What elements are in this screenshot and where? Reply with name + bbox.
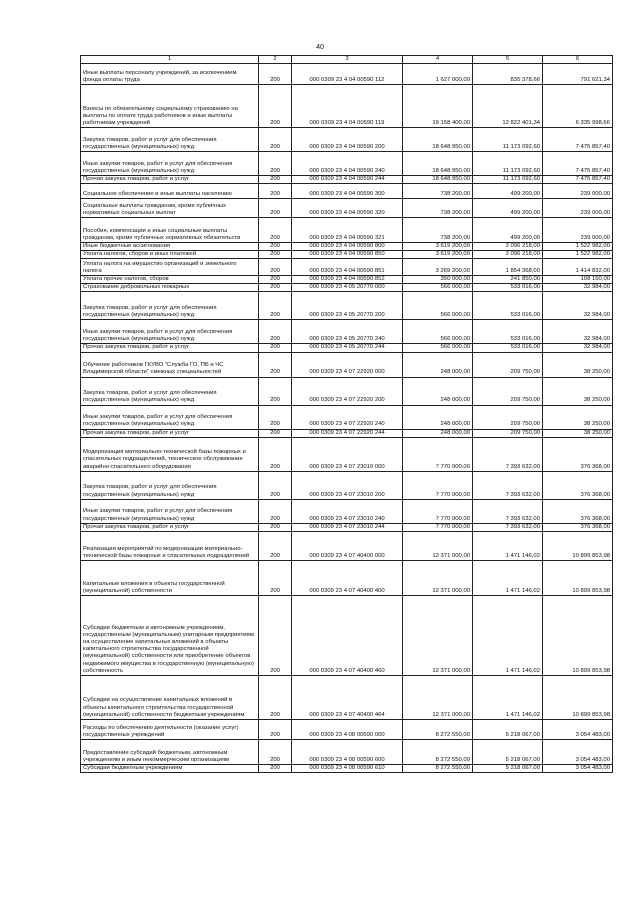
- row-budget-code-cell: 000 0309 23 4 07 22920 244: [292, 429, 403, 437]
- row-executed-cell: 2 096 218,00: [473, 251, 543, 259]
- row-executed-cell: 11 173 092,60: [473, 128, 543, 152]
- table-row: [81, 128, 613, 152]
- row-executed-cell: 2 096 218,00: [473, 243, 543, 251]
- table-row: [81, 764, 613, 772]
- row-line-code-cell: 200: [259, 176, 292, 184]
- row-line-code-cell: 200: [259, 377, 292, 405]
- row-budget-code-cell: 000 0309 23 4 08 00590 610: [292, 764, 403, 772]
- row-remaining-cell: 1 522 982,00: [543, 243, 613, 251]
- row-name-cell: Субсидии бюджетным учреждениям: [81, 764, 259, 772]
- row-budget-code-cell: 000 0309 23 4 08 00590 000: [292, 719, 403, 739]
- row-line-code-cell: 200: [259, 64, 292, 85]
- table-row: [81, 352, 613, 377]
- row-line-code-cell: 200: [259, 560, 292, 595]
- row-remaining-cell: 32 984,00: [543, 292, 613, 320]
- row-executed-cell: 533 016,00: [473, 344, 543, 352]
- row-remaining-cell: 7 475 857,40: [543, 152, 613, 176]
- row-approved-cell: 566 000,00: [403, 344, 473, 352]
- column-header: 2: [259, 56, 292, 64]
- row-executed-cell: 7 393 632,00: [473, 523, 543, 531]
- row-executed-cell: 11 173 092,60: [473, 152, 543, 176]
- row-line-code-cell: 200: [259, 531, 292, 560]
- table-row: [81, 184, 613, 199]
- row-approved-cell: 18 648 950,00: [403, 152, 473, 176]
- row-remaining-cell: 10 899 853,98: [543, 595, 613, 675]
- row-name-cell: Социальные выплаты гражданам, кроме публичных нормативных социальных выплат: [81, 199, 259, 218]
- row-executed-cell: 533 016,00: [473, 292, 543, 320]
- row-name-cell: Субсидии на осуществление капитальных вложений в объекты капитального строительства государственной (муниципальной) собственности бюджетным учреждениям: [81, 675, 259, 719]
- row-line-code-cell: 200: [259, 152, 292, 176]
- row-executed-cell: 1 471 146,02: [473, 595, 543, 675]
- row-remaining-cell: 10 899 853,98: [543, 531, 613, 560]
- row-name-cell: Предоставление субсидий бюджетным, автономным учреждениям и иным некоммерческим организациям: [81, 739, 259, 764]
- column-header: 1: [81, 56, 259, 64]
- row-approved-cell: 7 770 000,00: [403, 437, 473, 471]
- row-remaining-cell: 1 522 982,00: [543, 251, 613, 259]
- row-remaining-cell: 239 000,00: [543, 199, 613, 218]
- row-line-code-cell: 200: [259, 218, 292, 243]
- row-name-cell: Иные закупки товаров, работ и услуг для обеспечения государственных (муниципальных) нужд: [81, 152, 259, 176]
- row-line-code-cell: 200: [259, 85, 292, 128]
- row-line-code-cell: 200: [259, 739, 292, 764]
- row-line-code-cell: 200: [259, 292, 292, 320]
- row-name-cell: Уплата налогов, сборов и иных платежей: [81, 251, 259, 259]
- row-budget-code-cell: 000 0309 23 4 05 20770 000: [292, 284, 403, 292]
- row-remaining-cell: 376 368,00: [543, 437, 613, 471]
- row-budget-code-cell: 000 0309 23 4 04 00590 119: [292, 85, 403, 128]
- row-line-code-cell: 200: [259, 719, 292, 739]
- row-name-cell: Уплата прочих налогов, сборов: [81, 276, 259, 284]
- row-name-cell: Капитальные вложения в объекты государственной (муниципальной) собственности: [81, 560, 259, 595]
- row-name-cell: Пособия, компенсации и иные социальные выплаты гражданам, кроме публичных нормативных обязательств: [81, 218, 259, 243]
- row-remaining-cell: 7 475 857,40: [543, 128, 613, 152]
- row-line-code-cell: 200: [259, 276, 292, 284]
- row-budget-code-cell: 000 0309 23 4 05 20770 240: [292, 320, 403, 344]
- row-executed-cell: 11 173 092,60: [473, 176, 543, 184]
- row-remaining-cell: 7 475 857,40: [543, 176, 613, 184]
- table-row: [81, 719, 613, 739]
- row-remaining-cell: 10 899 853,98: [543, 560, 613, 595]
- row-approved-cell: 12 371 000,00: [403, 531, 473, 560]
- row-approved-cell: 8 272 550,00: [403, 739, 473, 764]
- row-name-cell: Субсидии бюджетным и автономным учреждениям, государственным (муниципальным) унитарным предприятиям на осуществление капитальных вложений в объекты капитального строительства государственной (муниципальной) собственности или приобретение объектов недвижимого имущества в государственную (муниципальную) собственность: [81, 595, 259, 675]
- row-remaining-cell: 38 250,00: [543, 405, 613, 429]
- table-row: [81, 284, 613, 292]
- table-row: [81, 595, 613, 675]
- row-approved-cell: 248 000,00: [403, 352, 473, 377]
- row-approved-cell: 3 269 200,00: [403, 259, 473, 276]
- table-row: [81, 499, 613, 523]
- row-approved-cell: 3 619 200,00: [403, 251, 473, 259]
- row-line-code-cell: 200: [259, 471, 292, 499]
- row-approved-cell: 7 770 000,00: [403, 471, 473, 499]
- row-name-cell: Страхование добровольных пожарных: [81, 284, 259, 292]
- row-line-code-cell: 200: [259, 675, 292, 719]
- row-line-code-cell: 200: [259, 128, 292, 152]
- row-remaining-cell: 791 621,34: [543, 64, 613, 85]
- row-name-cell: Закупка товаров, работ и услуг для обеспечения государственных (муниципальных) нужд: [81, 377, 259, 405]
- row-name-cell: Закупка товаров, работ и услуг для обеспечения государственных (муниципальных) нужд: [81, 292, 259, 320]
- table-row: [81, 523, 613, 531]
- row-approved-cell: 3 619 200,00: [403, 243, 473, 251]
- table-row: [81, 437, 613, 471]
- row-name-cell: Обучение работников ГКУВО "Служба ГО, ПБ и ЧС Владимирской области" смежных специальностей: [81, 352, 259, 377]
- row-name-cell: Модернизация материально-технической базы пожарных и спасательных подразделений, техническое обслуживание аварийно-спасательного оборудования: [81, 437, 259, 471]
- row-line-code-cell: 200: [259, 429, 292, 437]
- row-remaining-cell: 376 368,00: [543, 499, 613, 523]
- row-remaining-cell: 38 250,00: [543, 352, 613, 377]
- column-header: 5: [473, 56, 543, 64]
- table-row: [81, 276, 613, 284]
- row-budget-code-cell: 000 0309 23 4 07 40400 000: [292, 531, 403, 560]
- column-header: 3: [292, 56, 403, 64]
- row-executed-cell: 7 393 632,00: [473, 499, 543, 523]
- row-budget-code-cell: 000 0309 23 4 07 23010 240: [292, 499, 403, 523]
- row-line-code-cell: 200: [259, 595, 292, 675]
- row-approved-cell: 248 000,00: [403, 405, 473, 429]
- row-remaining-cell: 32 984,00: [543, 284, 613, 292]
- column-header: 4: [403, 56, 473, 64]
- row-budget-code-cell: 000 0309 23 4 07 22920 200: [292, 377, 403, 405]
- row-name-cell: Прочая закупка товаров, работ и услуг: [81, 176, 259, 184]
- row-executed-cell: 12 822 401,34: [473, 85, 543, 128]
- row-approved-cell: 7 770 000,00: [403, 499, 473, 523]
- row-name-cell: Прочая закупка товаров, работ и услуг: [81, 429, 259, 437]
- row-approved-cell: 12 371 000,00: [403, 560, 473, 595]
- row-budget-code-cell: 000 0309 23 4 04 00590 850: [292, 251, 403, 259]
- row-executed-cell: 1 471 146,02: [473, 675, 543, 719]
- row-name-cell: Расходы по обеспечению деятельности (оказание услуг) государственных учреждений: [81, 719, 259, 739]
- row-budget-code-cell: 000 0309 23 4 04 00590 200: [292, 128, 403, 152]
- table-row: [81, 176, 613, 184]
- row-budget-code-cell: 000 0309 23 4 07 40400 460: [292, 595, 403, 675]
- row-remaining-cell: 32 984,00: [543, 344, 613, 352]
- table-row: [81, 251, 613, 259]
- table-row: [81, 429, 613, 437]
- row-name-cell: Иные закупки товаров, работ и услуг для обеспечения государственных (муниципальных) нужд: [81, 405, 259, 429]
- row-executed-cell: 1 471 146,02: [473, 560, 543, 595]
- row-line-code-cell: 200: [259, 243, 292, 251]
- row-line-code-cell: 200: [259, 437, 292, 471]
- table-row: [81, 405, 613, 429]
- row-approved-cell: 248 000,00: [403, 429, 473, 437]
- row-approved-cell: 248 000,00: [403, 377, 473, 405]
- row-approved-cell: 738 200,00: [403, 184, 473, 199]
- row-line-code-cell: 200: [259, 251, 292, 259]
- table-row: [81, 675, 613, 719]
- row-name-cell: Закупка товаров, работ и услуг для обеспечения государственных (муниципальных) нужд: [81, 471, 259, 499]
- row-budget-code-cell: 000 0309 23 4 04 00590 244: [292, 176, 403, 184]
- row-executed-cell: 209 750,00: [473, 377, 543, 405]
- row-executed-cell: 1 854 368,00: [473, 259, 543, 276]
- row-executed-cell: 209 750,00: [473, 352, 543, 377]
- row-approved-cell: 1 627 000,00: [403, 64, 473, 85]
- row-executed-cell: 5 218 067,00: [473, 764, 543, 772]
- row-line-code-cell: 200: [259, 259, 292, 276]
- row-executed-cell: 835 378,66: [473, 64, 543, 85]
- row-remaining-cell: 3 054 483,00: [543, 739, 613, 764]
- row-budget-code-cell: 000 0309 23 4 04 00590 320: [292, 199, 403, 218]
- page-number: 40: [316, 44, 324, 51]
- row-name-cell: Иные бюджетные ассигнования: [81, 243, 259, 251]
- table-row: [81, 739, 613, 764]
- table-row: [81, 64, 613, 85]
- row-executed-cell: 499 200,00: [473, 184, 543, 199]
- row-remaining-cell: 6 335 998,66: [543, 85, 613, 128]
- row-budget-code-cell: 000 0309 23 4 07 23010 244: [292, 523, 403, 531]
- row-line-code-cell: 200: [259, 284, 292, 292]
- table-row: [81, 218, 613, 243]
- table-row: [81, 320, 613, 344]
- table-row: [81, 243, 613, 251]
- budget-table: [80, 55, 613, 773]
- row-remaining-cell: 239 000,00: [543, 218, 613, 243]
- row-name-cell: Реализация мероприятий по модернизации материально-технической базы пожарных и спасательных подразделений: [81, 531, 259, 560]
- row-budget-code-cell: 000 0309 23 4 05 20770 200: [292, 292, 403, 320]
- row-name-cell: Закупка товаров, работ и услуг для обеспечения государственных (муниципальных) нужд: [81, 128, 259, 152]
- row-executed-cell: 5 218 067,00: [473, 739, 543, 764]
- row-remaining-cell: 376 368,00: [543, 471, 613, 499]
- row-executed-cell: 209 750,00: [473, 405, 543, 429]
- row-budget-code-cell: 000 0309 23 4 04 00590 321: [292, 218, 403, 243]
- row-name-cell: Социальное обеспечение и иные выплаты населению: [81, 184, 259, 199]
- row-remaining-cell: 108 150,00: [543, 276, 613, 284]
- row-approved-cell: 566 000,00: [403, 284, 473, 292]
- row-approved-cell: 566 000,00: [403, 320, 473, 344]
- row-approved-cell: 566 000,00: [403, 292, 473, 320]
- row-executed-cell: 499 200,00: [473, 218, 543, 243]
- row-line-code-cell: 200: [259, 320, 292, 344]
- table-header-row: [81, 56, 613, 64]
- row-approved-cell: 8 272 550,00: [403, 764, 473, 772]
- row-remaining-cell: 1 414 832,00: [543, 259, 613, 276]
- row-budget-code-cell: 000 0309 23 4 04 00590 240: [292, 152, 403, 176]
- row-approved-cell: 350 000,00: [403, 276, 473, 284]
- row-approved-cell: 19 158 400,00: [403, 85, 473, 128]
- table-row: [81, 531, 613, 560]
- row-approved-cell: 738 200,00: [403, 218, 473, 243]
- row-remaining-cell: 239 000,00: [543, 184, 613, 199]
- row-approved-cell: 18 648 950,00: [403, 176, 473, 184]
- row-remaining-cell: 10 899 853,98: [543, 675, 613, 719]
- row-budget-code-cell: 000 0309 23 4 07 22920 000: [292, 352, 403, 377]
- row-name-cell: Иные закупки товаров, работ и услуг для обеспечения государственных (муниципальных) нужд: [81, 320, 259, 344]
- row-approved-cell: 7 770 000,00: [403, 523, 473, 531]
- row-budget-code-cell: 000 0309 23 4 07 40400 464: [292, 675, 403, 719]
- row-approved-cell: 18 648 950,00: [403, 128, 473, 152]
- row-budget-code-cell: 000 0309 23 4 04 00590 300: [292, 184, 403, 199]
- row-budget-code-cell: 000 0309 23 4 07 40400 400: [292, 560, 403, 595]
- row-remaining-cell: 38 250,00: [543, 377, 613, 405]
- row-line-code-cell: 200: [259, 764, 292, 772]
- row-approved-cell: 738 200,00: [403, 199, 473, 218]
- row-remaining-cell: 3 054 483,00: [543, 719, 613, 739]
- row-approved-cell: 12 371 000,00: [403, 595, 473, 675]
- row-budget-code-cell: 000 0309 23 4 07 23010 200: [292, 471, 403, 499]
- row-budget-code-cell: 000 0309 23 4 08 00590 600: [292, 739, 403, 764]
- row-executed-cell: 499 200,00: [473, 199, 543, 218]
- row-budget-code-cell: 000 0309 23 4 04 00590 852: [292, 276, 403, 284]
- row-name-cell: Уплата налога на имущество организаций и земельного налога: [81, 259, 259, 276]
- row-approved-cell: 8 272 550,00: [403, 719, 473, 739]
- row-line-code-cell: 200: [259, 499, 292, 523]
- row-executed-cell: 241 850,00: [473, 276, 543, 284]
- row-executed-cell: 7 393 632,00: [473, 471, 543, 499]
- row-budget-code-cell: 000 0309 23 4 04 00590 851: [292, 259, 403, 276]
- table-row: [81, 344, 613, 352]
- row-name-cell: Прочая закупка товаров, работ и услуг: [81, 344, 259, 352]
- table-row: [81, 471, 613, 499]
- column-header: 6: [543, 56, 613, 64]
- row-remaining-cell: 32 984,00: [543, 320, 613, 344]
- row-line-code-cell: 200: [259, 405, 292, 429]
- row-line-code-cell: 200: [259, 184, 292, 199]
- row-budget-code-cell: 000 0309 23 4 04 00590 112: [292, 64, 403, 85]
- row-line-code-cell: 200: [259, 352, 292, 377]
- row-remaining-cell: 376 368,00: [543, 523, 613, 531]
- row-name-cell: Иные выплаты персоналу учреждений, за исключением фонда оплаты труда: [81, 64, 259, 85]
- table-row: [81, 259, 613, 276]
- row-name-cell: Взносы по обязательному социальному страхованию на выплаты по оплате труда работников и иные выплаты работникам учреждений: [81, 85, 259, 128]
- row-executed-cell: 533 016,00: [473, 320, 543, 344]
- row-budget-code-cell: 000 0309 23 4 07 23010 000: [292, 437, 403, 471]
- row-budget-code-cell: 000 0309 23 4 05 20770 244: [292, 344, 403, 352]
- row-budget-code-cell: 000 0309 23 4 04 00590 800: [292, 243, 403, 251]
- table-row: [81, 292, 613, 320]
- table-row: [81, 152, 613, 176]
- row-name-cell: Прочая закупка товаров, работ и услуг: [81, 523, 259, 531]
- table-row: [81, 560, 613, 595]
- table-row: [81, 199, 613, 218]
- row-line-code-cell: 200: [259, 344, 292, 352]
- table-row: [81, 377, 613, 405]
- row-executed-cell: 209 750,00: [473, 429, 543, 437]
- row-budget-code-cell: 000 0309 23 4 07 22920 240: [292, 405, 403, 429]
- row-remaining-cell: 3 054 483,00: [543, 764, 613, 772]
- row-executed-cell: 7 393 632,00: [473, 437, 543, 471]
- row-executed-cell: 533 016,00: [473, 284, 543, 292]
- row-executed-cell: 1 471 146,02: [473, 531, 543, 560]
- row-approved-cell: 12 371 000,00: [403, 675, 473, 719]
- row-line-code-cell: 200: [259, 523, 292, 531]
- row-executed-cell: 5 218 067,00: [473, 719, 543, 739]
- row-remaining-cell: 38 250,00: [543, 429, 613, 437]
- row-line-code-cell: 200: [259, 199, 292, 218]
- row-name-cell: Иные закупки товаров, работ и услуг для обеспечения государственных (муниципальных) нужд: [81, 499, 259, 523]
- table-row: [81, 85, 613, 128]
